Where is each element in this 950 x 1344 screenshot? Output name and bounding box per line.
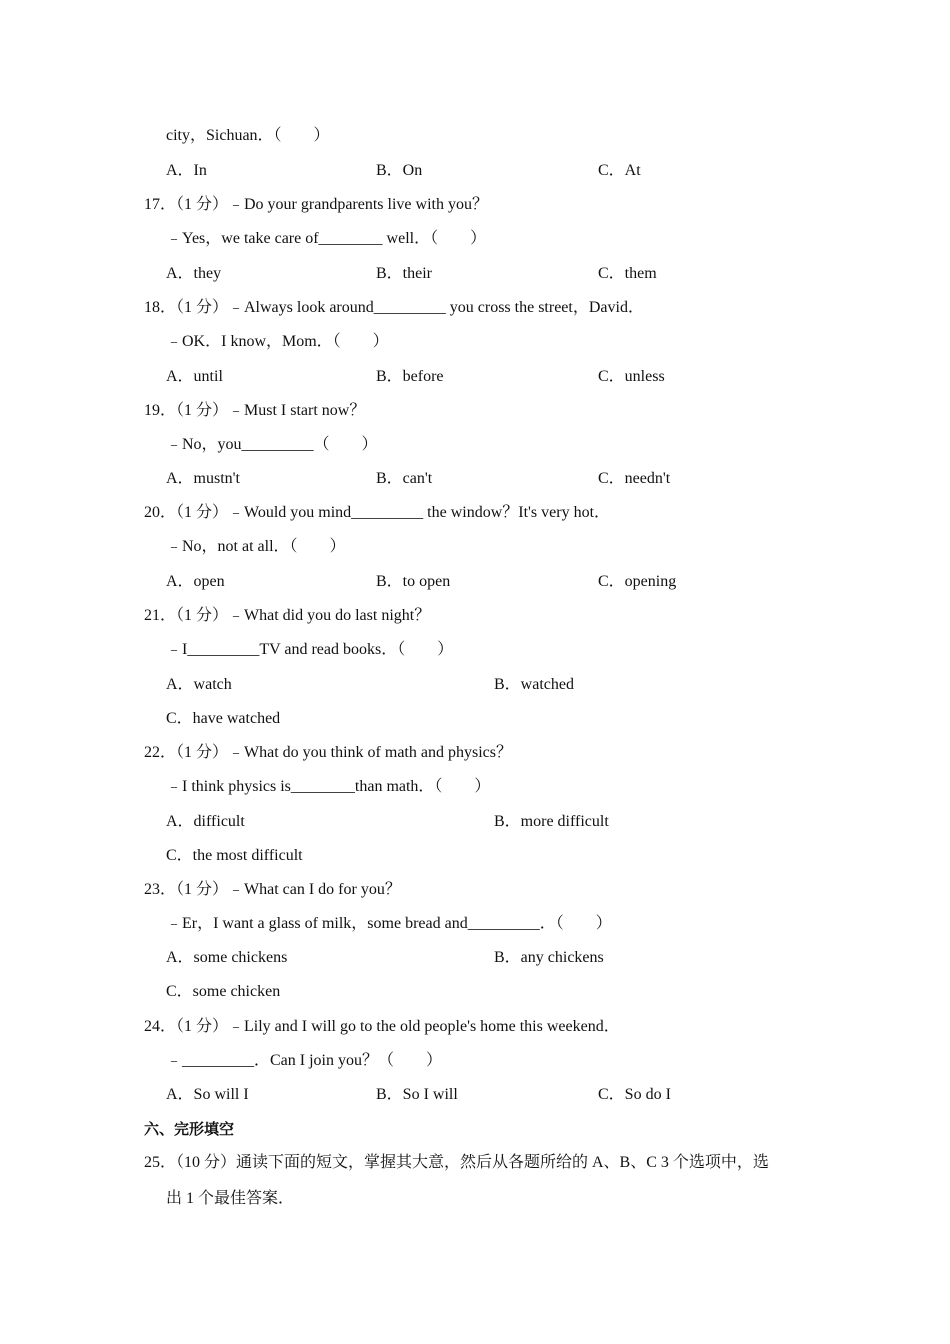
q22-option-a: A．difficult [166,813,245,830]
q24-option-b: B．So I will [376,1086,458,1103]
q18-option-b: B．before [376,368,444,385]
q23-question: 23．（1 分）﹣What can I do for you？ [144,881,401,898]
q20-reply: ﹣No，not at all．（ ） [166,538,346,555]
q20-option-a: A．open [166,573,225,590]
q20-option-c: C．opening [598,573,677,590]
q17-option-c: C．them [598,265,657,282]
q21-option-c: C．have watched [166,710,281,727]
q23-option-c: C．some chicken [166,983,281,1000]
q17-option-b: B．their [376,265,432,282]
q25-instruction-line1: 25．（10 分）通读下面的短文，掌握其大意，然后从各题所给的 A、B、C 3 个选项中，选 [144,1154,769,1171]
q21-option-a: A．watch [166,676,232,693]
q16-option-a: A．In [166,162,207,179]
q19-reply: ﹣No，you_________（ ） [166,436,378,453]
q16-continuation: city，Sichuan．（ ） [166,127,330,144]
section-heading-cloze: 六、完形填空 [144,1120,235,1138]
q19-question: 19．（1 分）﹣Must I start now？ [144,402,366,419]
q21-reply: ﹣I_________TV and read books．（ ） [166,641,454,658]
q22-question: 22．（1 分）﹣What do you think of math and physics？ [144,744,512,761]
q24-option-c: C．So do I [598,1086,671,1103]
q24-option-a: A．So will I [166,1086,249,1103]
q18-reply: ﹣OK．I know，Mom．（ ） [166,333,389,350]
q22-reply: ﹣I think physics is________than math．（ ） [166,778,491,795]
q19-option-a: A．mustn't [166,470,241,487]
q24-question: 24．（1 分）﹣Lily and I will go to the old people's home this weekend． [144,1018,620,1035]
q20-question: 20．（1 分）﹣Would you mind_________ the window？It's very hot． [144,504,611,521]
q21-option-b: B．watched [494,676,574,693]
q20-option-b: B．to open [376,573,451,590]
q19-option-c: C．needn't [598,470,671,487]
q21-question: 21．（1 分）﹣What did you do last night？ [144,607,431,624]
q16-option-b: B．On [376,162,423,179]
q25-instruction-line2: 出 1 个最佳答案． [166,1190,295,1207]
q19-option-b: B．can't [376,470,433,487]
q23-option-b: B．any chickens [494,949,604,966]
q22-option-b: B．more difficult [494,813,609,830]
q18-option-a: A．until [166,368,223,385]
q24-reply: ﹣_________．Can I join you？（ ） [166,1052,442,1069]
q17-option-a: A．they [166,265,222,282]
q23-reply: ﹣Er，I want a glass of milk，some bread and_________．（ ） [166,915,612,932]
q22-option-c: C．the most difficult [166,847,303,864]
q17-reply: ﹣Yes，we take care of________ well．（ ） [166,230,487,247]
q18-option-c: C．unless [598,368,665,385]
q18-question: 18．（1 分）﹣Always look around_________ you cross the street，David． [144,299,644,316]
q23-option-a: A．some chickens [166,949,288,966]
q16-option-c: C．At [598,162,641,179]
q17-question: 17．（1 分）﹣Do your grandparents live with you？ [144,196,488,213]
